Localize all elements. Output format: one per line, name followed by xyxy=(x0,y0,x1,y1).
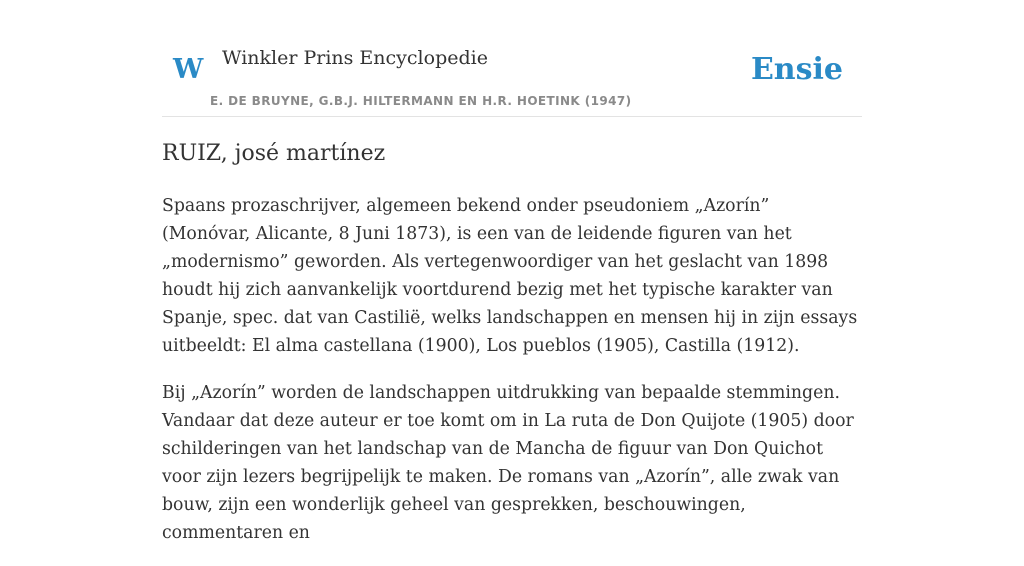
entry-paragraph: Bij „Azorín” worden de landschappen uitdrukking van bepaalde stemmingen. Vandaar dat deze auteur er toe komt om in La ruta de Don Quijote (1905) door schilderingen van het landschap van de Mancha de figuur van Don Quichot voor zijn lezers begrijpelijk te maken. De romans van „Azorín”, alle zwak van bouw, zijn een wonderlijk geheel van gesprekken, beschouwingen, commentaren en xyxy=(162,383,854,543)
ensie-logo[interactable]: Ensie xyxy=(750,52,843,87)
winkler-prins-logo[interactable]: W xyxy=(173,54,204,85)
entry-paragraph: Spaans prozaschrijver, algemeen bekend onder pseudoniem „Azorín” (Monóvar, Alicante, 8 Juni 1873), is een van de leidende figuren van het „modernismo” geworden. Als vertegenwoordiger van het geslacht van 1898 houdt hij zich aanvankelijk voortdurend bezig met het typische karakter van Spanje, spec. dat van Castilië, welks landschappen en mensen hij in zijn essays uitbeeldt: El alma castellana (1900), Los pueblos (1905), Castilla (1912). xyxy=(162,196,858,356)
source-title[interactable]: Winkler Prins Encyclopedie xyxy=(222,47,488,69)
source-authors: E. DE BRUYNE, G.B.J. HILTERMANN EN H.R. HOETINK (1947) xyxy=(210,94,632,108)
entry-body xyxy=(162,192,862,566)
entry-title: RUIZ, josé martínez xyxy=(162,141,386,166)
source-header xyxy=(162,0,862,117)
